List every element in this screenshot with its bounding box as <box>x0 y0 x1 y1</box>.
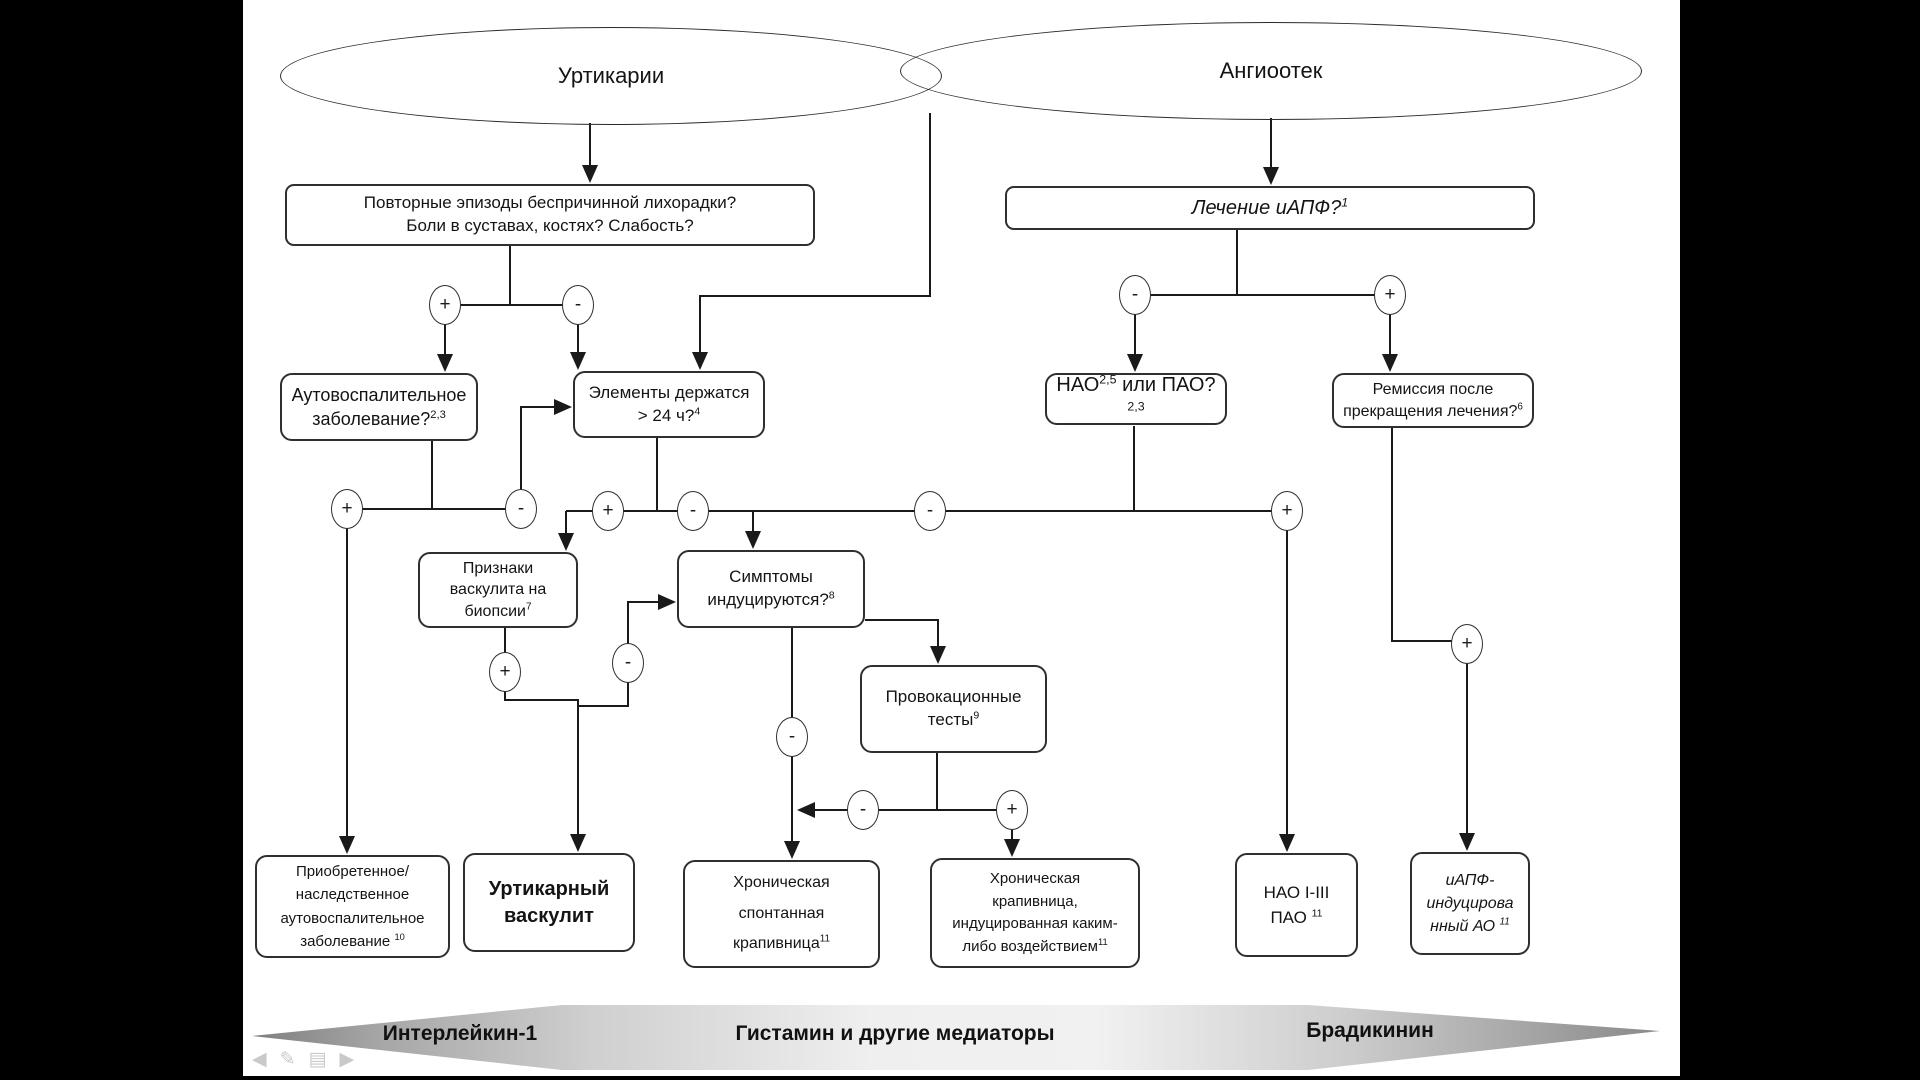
next-slide-icon[interactable]: ▶ <box>339 1049 355 1070</box>
box-symptoms-induced: Симптомы индуцируются?$^8$ <box>677 550 865 628</box>
box-hae-pao: НАО$^{2,5}$ или ПАО?$^{2,3}$ <box>1045 373 1227 425</box>
box-acquired-hereditary-autoinflammatory: Приобретенное/ наследственное аутовоспалительное заболевание $^{10}$ <box>255 855 450 958</box>
autoinfl-no-circle: - <box>505 489 537 529</box>
angioedema-label: Ангиоотек <box>1219 58 1323 83</box>
box-urticarial-vasculitis: Уртикарный васкулит <box>463 853 635 952</box>
box-vasculitis-biopsy: Признаки васкулита на биопсии$^7$ <box>418 552 578 628</box>
band-label-histamine: Гистамин и другие медиаторы <box>735 1022 1055 1045</box>
box-chronic-spontaneous-urticaria: Хроническая спонтанная крапивница$^{11}$ <box>683 860 880 968</box>
hae-no-circle: - <box>914 491 946 531</box>
box-ace-induced-angioedema: иАПФ- индуцирова нный АО $^{11}$ <box>1410 852 1530 955</box>
box-provocation-tests: Провокационные тесты$^9$ <box>860 665 1047 753</box>
biopsy-yes-circle: + <box>489 652 521 692</box>
provocation-no-circle: - <box>847 790 879 830</box>
pen-tool-icon[interactable]: ✎ <box>279 1049 296 1070</box>
box-elements-24h: Элементы держатся > 24 ч?$^4$ <box>573 371 765 438</box>
band-label-bradykinin: Брадикинин <box>1306 1019 1434 1042</box>
angioedema-ellipse <box>900 22 1642 120</box>
urticaria-ellipse <box>280 27 942 125</box>
box-recurrent-fever: Повторные эпизоды беспричинной лихорадки? Боли в суставах, костях? Слабость? <box>285 184 815 246</box>
slide-menu-icon[interactable]: ▤ <box>308 1049 327 1070</box>
box-remission: Ремиссия после прекращения лечения?$^6$ <box>1332 373 1534 428</box>
box-ace-treatment: Лечение иАПФ?$^1$ <box>1005 186 1535 230</box>
box-autoinflammatory: Аутовоспалительное заболевание?$^{2,3}$ <box>280 373 478 441</box>
elements-no-circle: - <box>677 491 709 531</box>
hae-yes-circle: + <box>1271 491 1303 531</box>
elements-yes-circle: + <box>592 491 624 531</box>
fever-no-circle: - <box>562 285 594 325</box>
autoinfl-yes-circle: + <box>331 489 363 529</box>
presenter-toolbar <box>252 1048 354 1071</box>
biopsy-no-circle: - <box>612 643 644 683</box>
remission-yes-circle: + <box>1451 624 1483 664</box>
box-chronic-inducible-urticaria: Хроническая крапивница, индуцированная каким- либо воздействием$^{11}$ <box>930 858 1140 968</box>
urticaria-label: Уртикарии <box>557 63 665 88</box>
fever-yes-circle: + <box>429 285 461 325</box>
symptoms-no-circle: - <box>776 717 808 757</box>
provocation-yes-circle: + <box>996 790 1028 830</box>
ace-no-circle: - <box>1119 275 1151 315</box>
ace-yes-circle: + <box>1374 275 1406 315</box>
band-label-interleukin: Интерлейкин-1 <box>382 1022 538 1045</box>
box-hae-i-iii-pao: НАО I-III ПАО $^{11}$ <box>1235 853 1358 957</box>
previous-slide-icon[interactable]: ◀ <box>252 1049 267 1070</box>
